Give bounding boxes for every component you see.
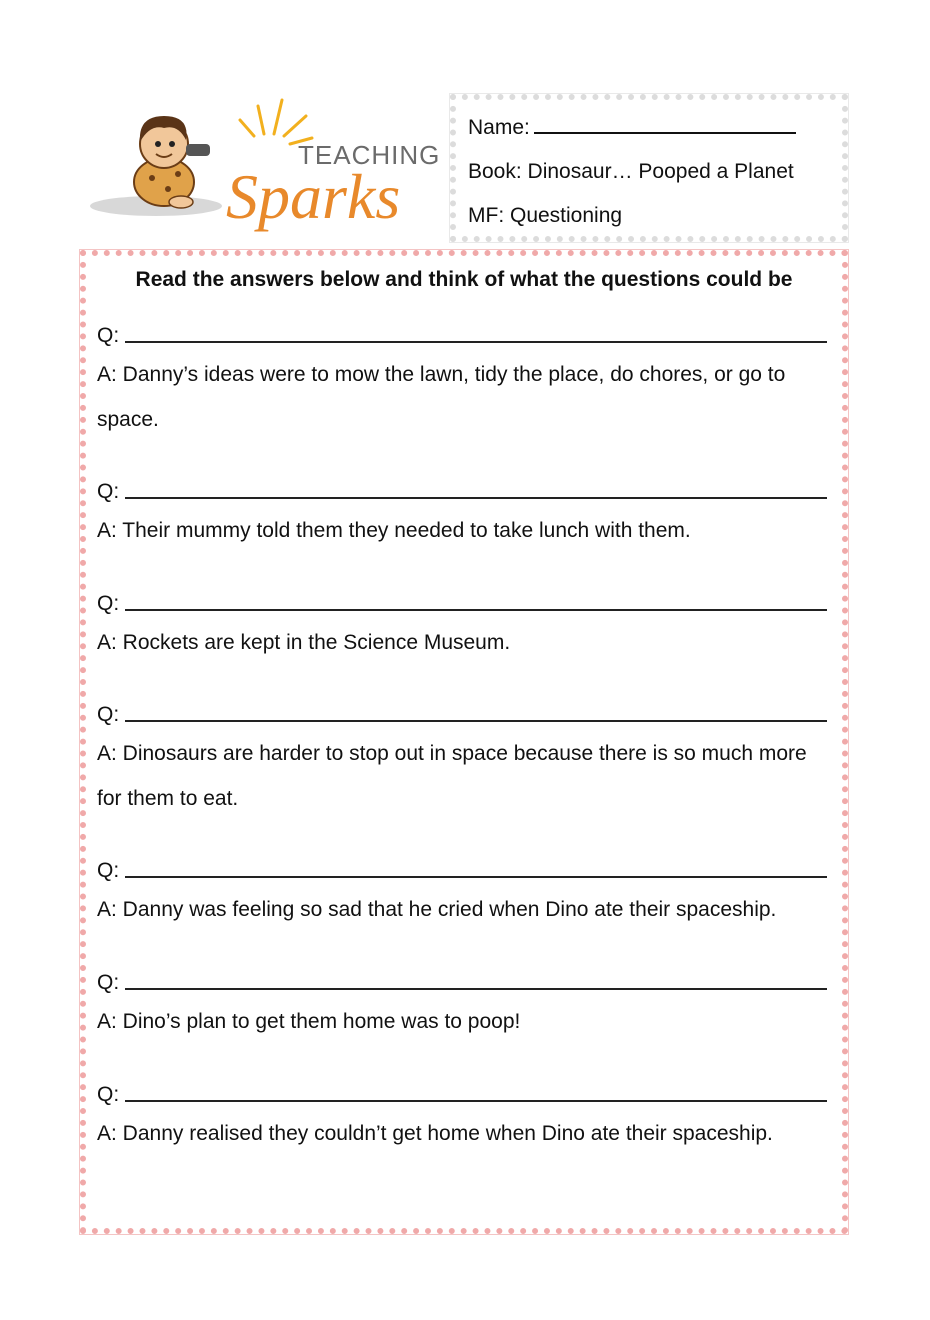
- questions-box: [80, 250, 848, 1234]
- teaching-sparks-logo: [86, 94, 438, 234]
- question-answer-line[interactable]: [125, 700, 827, 722]
- book-title: Book: Dinosaur… Pooped a Planet: [468, 160, 794, 183]
- q-label: Q:: [97, 1083, 120, 1106]
- logo-teaching-text: TEACHING: [298, 140, 438, 170]
- focus-label: MF: Questioning: [468, 204, 623, 227]
- q-label: Q:: [97, 592, 120, 615]
- qa-item: [97, 474, 827, 553]
- q-label: Q:: [97, 480, 120, 503]
- logo-sparks-text: Sparks: [226, 161, 401, 232]
- answer-text: A: Rockets are kept in the Science Museum.: [97, 631, 511, 654]
- caveman-mascot-icon: [86, 94, 438, 234]
- name-label: Name:: [468, 116, 530, 139]
- q-label: Q:: [97, 971, 120, 994]
- question-answer-line[interactable]: [125, 1080, 827, 1102]
- question-answer-line[interactable]: [125, 968, 827, 990]
- answer-text: A: Their mummy told them they needed to take lunch with them.: [97, 519, 691, 542]
- answer-text: A: Danny’s ideas were to mow the lawn, tidy the place, do chores, or go to space.: [97, 363, 786, 431]
- q-label: Q:: [97, 703, 120, 726]
- qa-item: [97, 853, 827, 932]
- instruction-heading: Read the answers below and think of what the questions could be: [135, 268, 793, 291]
- answer-text: A: Dino’s plan to get them home was to poop!: [97, 1010, 521, 1033]
- question-answer-line[interactable]: [125, 589, 827, 611]
- question-answer-line[interactable]: [125, 477, 827, 499]
- qa-item: [97, 965, 827, 1044]
- answer-text: A: Dinosaurs are harder to stop out in space because there is so much more for them to eat.: [97, 742, 807, 810]
- qa-item: [97, 586, 827, 665]
- name-row: [468, 106, 830, 150]
- qa-item: [97, 318, 827, 442]
- q-label: Q:: [97, 324, 120, 347]
- question-answer-line[interactable]: [125, 856, 827, 878]
- qa-item: [97, 697, 827, 821]
- answer-text: A: Danny was feeling so sad that he cried when Dino ate their spaceship.: [97, 898, 777, 921]
- question-answer-line[interactable]: [125, 321, 827, 343]
- answer-text: A: Danny realised they couldn’t get home when Dino ate their spaceship.: [97, 1122, 773, 1145]
- q-label: Q:: [97, 859, 120, 882]
- student-info-box: [450, 94, 848, 242]
- name-input-line[interactable]: [534, 110, 796, 134]
- qa-item: [97, 1077, 827, 1156]
